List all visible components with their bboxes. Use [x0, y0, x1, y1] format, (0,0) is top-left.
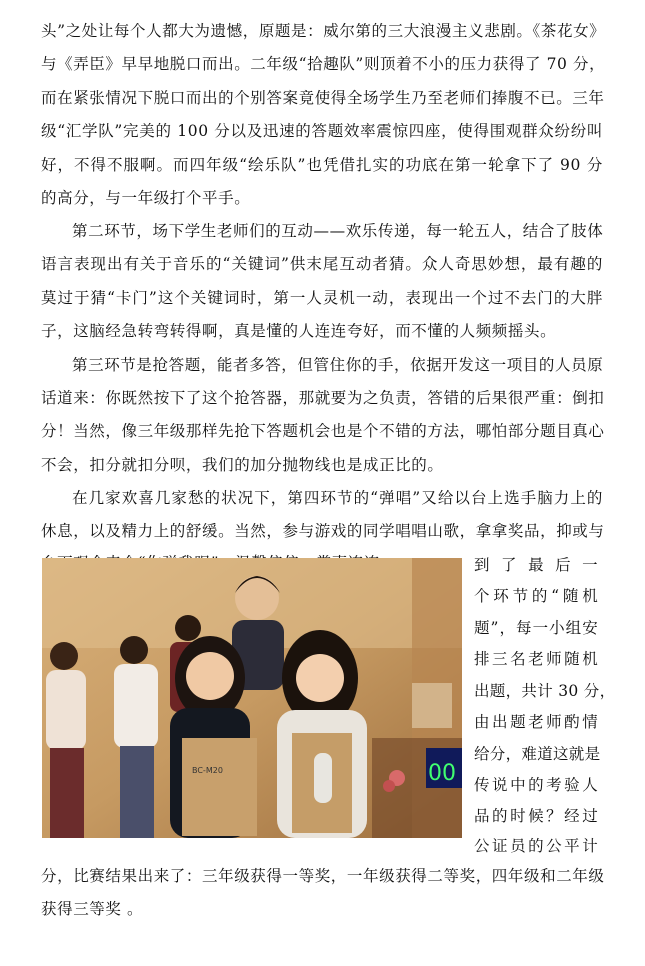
paragraph-line: 分，比赛结果出来了：三年级获得一等奖，一年级获得二等奖，四年级和二年级	[41, 867, 605, 885]
side-text-line: 公证员的公平计	[474, 837, 598, 855]
paragraph-line: 话道来：你既然按下了这个抢答器，那就要为之负责，答错的后果很严重：倒扣	[41, 389, 605, 407]
paragraph-line: 在几家欢喜几家愁的状况下，第四环节的“弹唱”又给以台上选手脑力上的	[72, 489, 603, 507]
paragraph-line: 第二环节，场下学生老师们的互动——欢乐传递，每一轮五人，结合了肢体	[72, 222, 604, 240]
side-text-line: 题”，每一小组安	[474, 619, 598, 637]
paragraph-line: 的高分，与一年级打个平手。	[41, 189, 251, 207]
side-text-line: 给分，难道这就是	[474, 745, 601, 763]
paragraph-line: 头”之处让每个人都大为遗憾，原题是：威尔第的三大浪漫主义悲剧。《茶花女》	[41, 22, 606, 40]
side-text-line: 排三名老师随机	[474, 650, 598, 668]
paragraph-line: 语言表现出有关于音乐的“关键词”供末尾互动者猜。众人奇思妙想，最有趣的	[41, 255, 603, 273]
svg-text:00: 00	[428, 761, 456, 786]
paragraph-line: 不会，扣分就扣分呗，我们的加分抛物线也是成正比的。	[41, 456, 444, 474]
side-text-line: 出题，共计 30 分，	[474, 682, 616, 700]
side-text-line: 到了最后一	[474, 556, 598, 574]
paragraph-line: 子，这脑经急转弯转得啊，真是懂的人连连夸好，而不懂的人频频摇头。	[41, 322, 557, 340]
paragraph-line: 与《弄臣》早早地脱口而出。二年级“拾趣队”则顶着不小的压力获得了 70 分，	[41, 55, 606, 73]
paragraph-line: 获得三等奖 。	[41, 900, 144, 918]
side-text-line: 由出题老师酌情	[474, 713, 598, 731]
paragraph-line: 休息，以及精力上的舒缓。当然，参与游戏的同学唱唱山歌，拿拿奖品，抑或与	[41, 522, 605, 540]
paragraph-line: 第三环节是抢答题，能者多答，但管住你的手，依据开发这一项目的人员原	[72, 356, 604, 374]
event-photo	[42, 558, 462, 838]
paragraph-line: 级“汇学队”完美的 100 分以及迅速的答题效率震惊四座，使得围观群众纷纷叫	[41, 122, 603, 140]
paragraph-line: 分！当然，像三年级那样先抢下答题机会也是个不错的方法，哪怕部分题目真心	[41, 422, 605, 440]
paragraph-line: 而在紧张情况下脱口而出的个别答案竟使得全场学生乃至老师们捧腹不已。三年	[41, 89, 605, 107]
side-text-line: 个环节的“随机	[474, 587, 598, 605]
svg-text:BC-M20: BC-M20	[192, 766, 223, 775]
paragraph-line: 好，不得不服啊。而四年级“绘乐队”也凭借扎实的功底在第一轮拿下了 90 分	[41, 156, 603, 174]
side-text-line: 传说中的考验人	[474, 776, 598, 794]
side-text-line: 品的时候？经过	[474, 807, 598, 825]
paragraph-line: 莫过于猜“卡门”这个关键词时，第一人灵机一动，表现出一个过不去门的大胖	[41, 289, 603, 307]
